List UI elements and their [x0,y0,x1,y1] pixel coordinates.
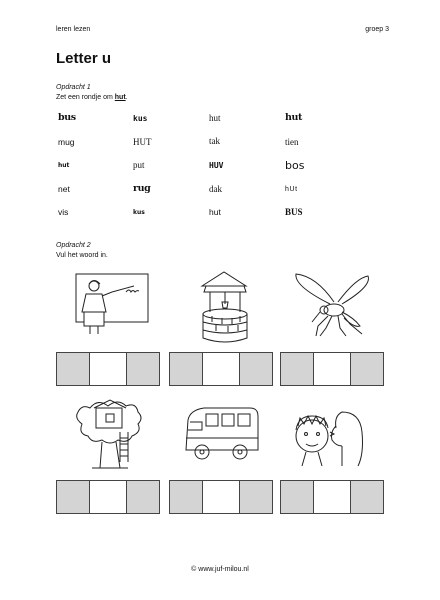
header-right: groep 3 [365,26,389,33]
letter-box[interactable] [351,353,383,385]
letter-box[interactable] [170,353,203,385]
word-cell[interactable]: mug [58,137,75,147]
letter-box[interactable] [314,353,350,385]
word-cell[interactable]: tak [209,136,220,146]
teacher-illustration [72,272,152,344]
letter-box[interactable] [90,353,126,385]
letter-box[interactable] [90,481,126,513]
letter-box[interactable] [127,481,159,513]
answer-boxes-4 [56,480,160,514]
target-word: hut [114,94,126,101]
word-cell[interactable]: net [58,184,70,194]
word-cell[interactable]: tien [285,137,299,147]
letter-box[interactable] [351,481,383,513]
word-cell[interactable]: put [133,160,145,170]
letter-box[interactable] [57,353,90,385]
answer-boxes-5 [169,480,273,514]
header-left: leren lezen [56,26,91,33]
letter-box[interactable] [203,353,239,385]
word-cell[interactable]: hut [58,162,70,169]
word-cell[interactable]: bus [58,112,76,123]
letter-box[interactable] [240,353,272,385]
word-cell[interactable]: dak [209,184,222,194]
exercise1-instruction: Zet een rondje om hut. [56,94,128,101]
footer-copyright: © www.juf-milou.nl [191,566,249,573]
exercise2-instruction: Vul het woord in. [56,252,108,259]
letter-box[interactable] [240,481,272,513]
answer-boxes-1 [56,352,160,386]
word-cell[interactable]: hut [209,207,221,217]
letter-box[interactable] [314,481,350,513]
word-cell[interactable]: hUt [285,186,298,193]
exercise2-heading: Opdracht 2 [56,242,91,249]
kiss-illustration [284,404,370,470]
word-cell[interactable]: hut [285,112,303,123]
word-cell[interactable]: HUT [133,137,152,147]
word-cell[interactable]: hut [209,113,221,123]
answer-boxes-6 [280,480,384,514]
word-cell[interactable]: HUV [209,161,224,170]
word-cell[interactable]: kus [133,114,148,123]
page-title: Letter u [56,50,112,67]
bus-illustration [178,404,262,468]
answer-boxes-3 [280,352,384,386]
word-cell[interactable]: kus [133,209,145,216]
letter-box[interactable] [170,481,203,513]
exercise1-heading: Opdracht 1 [56,84,91,91]
letter-box[interactable] [57,481,90,513]
letter-box[interactable] [127,353,159,385]
letter-box[interactable] [281,353,314,385]
word-cell[interactable]: rug [133,183,151,194]
mosquito-illustration [290,270,376,342]
letter-box[interactable] [281,481,314,513]
answer-boxes-2 [169,352,273,386]
word-cell[interactable]: BUS [285,207,303,217]
water-well-illustration [196,268,254,344]
word-cell[interactable]: vis [58,207,69,217]
letter-box[interactable] [203,481,239,513]
tree-house-illustration [70,398,150,470]
word-cell[interactable]: bos [285,159,305,172]
